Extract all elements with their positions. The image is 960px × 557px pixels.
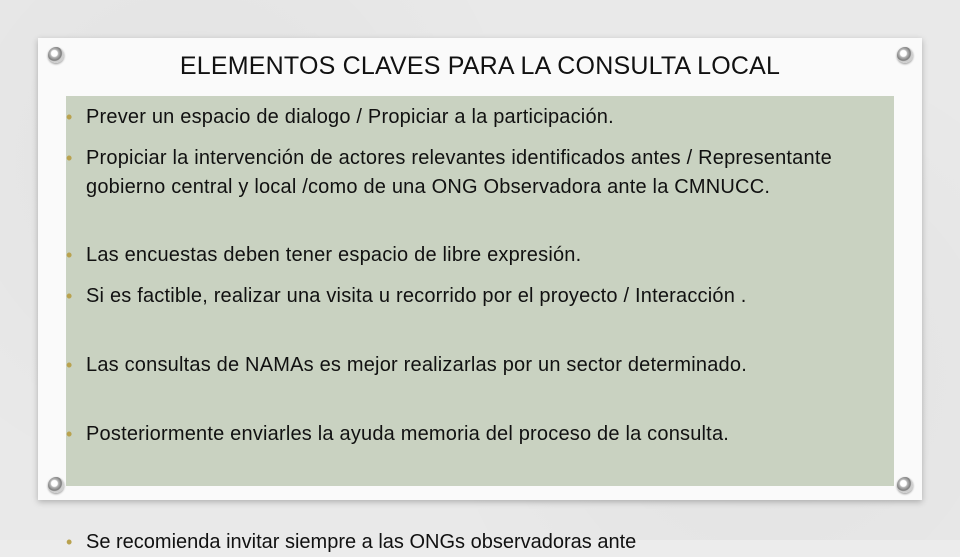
bullet-item: • Prever un espacio de dialogo / Propiciar a la participación. [86,103,886,132]
bullet-dot-icon: • [66,532,73,552]
bullet-item: • Posteriormente enviarles la ayuda memoria del proceso de la consulta. [86,420,886,449]
bullet-dot-icon: • [66,107,73,127]
bullet-item: • Las encuestas deben tener espacio de libre expresión. [86,241,886,270]
pin-icon-bottom-right [897,477,913,493]
bullet-dot-icon: • [66,148,73,168]
bullet-dot-icon: • [66,245,73,265]
bullet-item: • Si es factible, realizar una visita u recorrido por el proyecto / Interacción . [86,282,886,311]
bullet-item: • Las consultas de NAMAs es mejor realizarlas por un sector determinado. [86,351,886,380]
pin-icon-bottom-left [48,477,64,493]
bullet-item: • Propiciar la intervención de actores relevantes identificados antes / Representante gobierno central y local /como de una ONG Observadora ante la CMNUCC. [86,144,886,202]
bullet-dot-icon: • [66,286,73,306]
bullet-dot-icon: • [66,424,73,444]
slide-title: ELEMENTOS CLAVES PARA LA CONSULTA LOCAL [179,52,781,80]
bullet-dot-icon: • [66,355,73,375]
overflow-bullet-item: • Se recomienda invitar siempre a las ONGs observadoras ante [86,528,886,557]
